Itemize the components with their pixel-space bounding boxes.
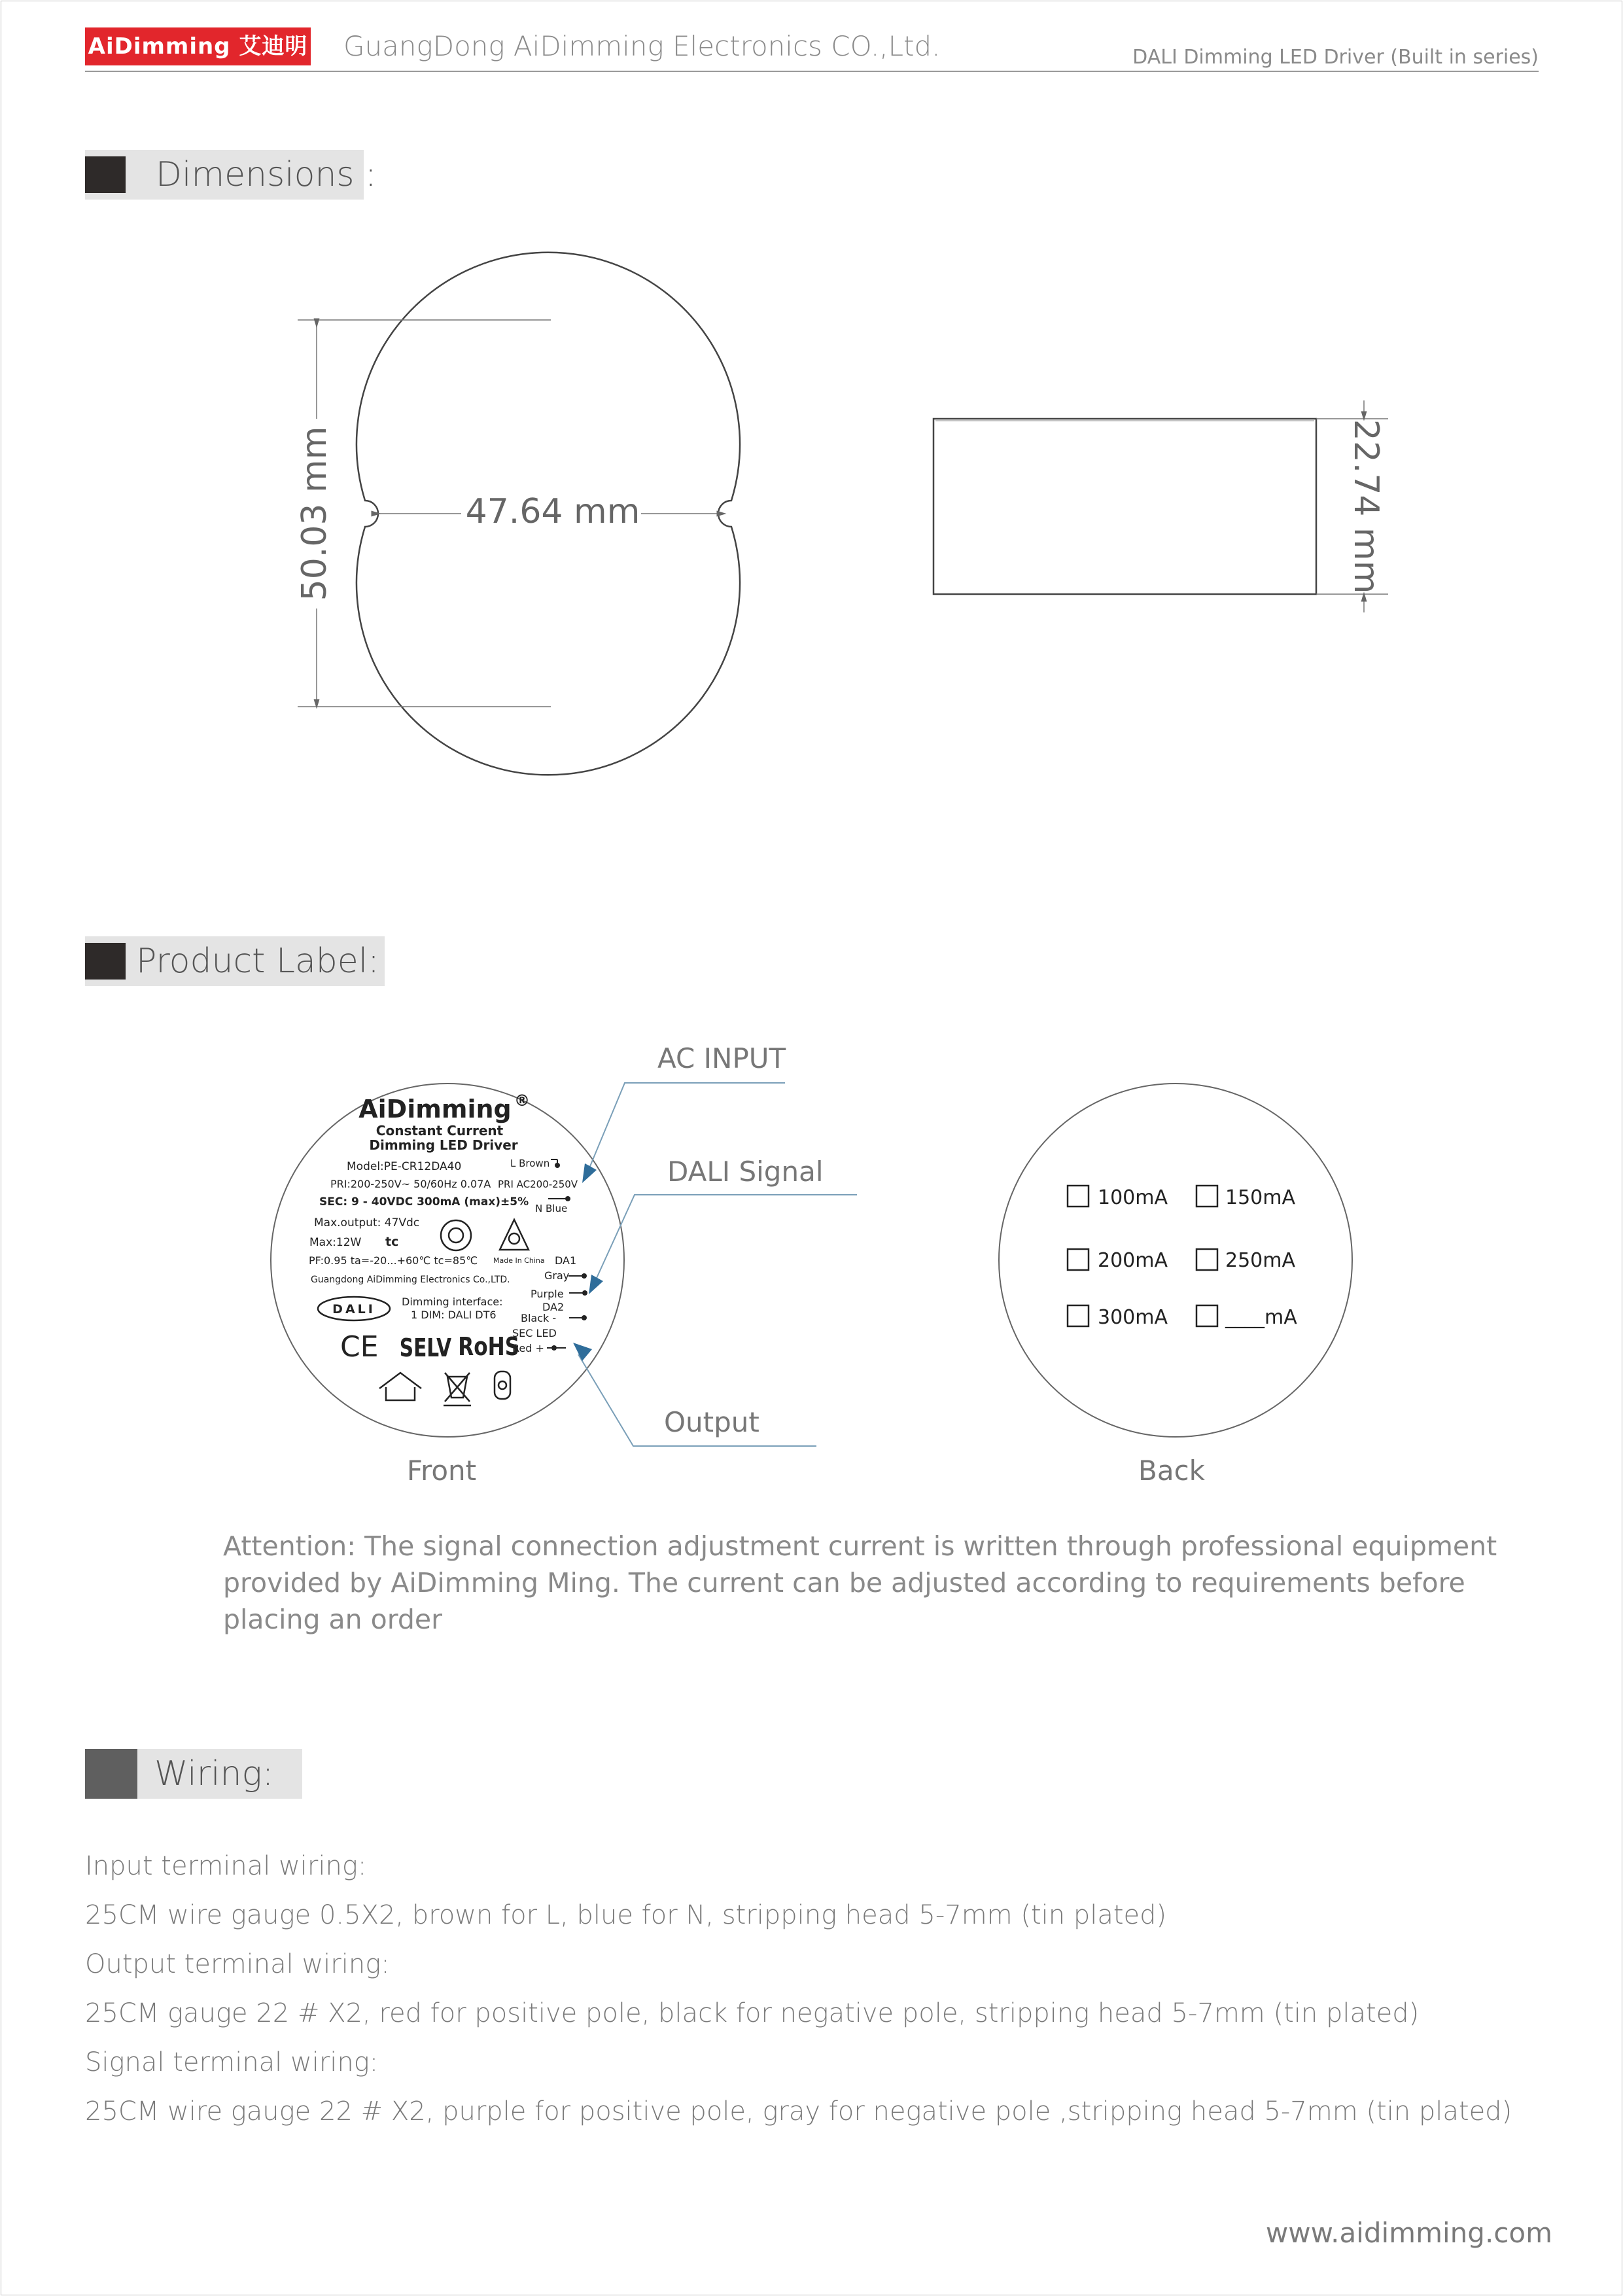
label-ce-mark: CE [340, 1330, 379, 1364]
label-pri-range: PRI AC200-250V [498, 1178, 578, 1190]
label-company: Guangdong AiDimming Electronics Co.,LTD. [311, 1275, 510, 1285]
input-wiring-desc: 25CM wire gauge 0.5X2, brown for L, blue for N, stripping head 5-7mm (tin plated) [85, 1900, 1167, 1930]
label-model: Model:PE-CR12DA40 [347, 1160, 462, 1173]
label-max-watt: Max:12W [309, 1236, 362, 1249]
side-view-drawing [934, 400, 1388, 612]
back-option-300ma: 300mA [1098, 1306, 1168, 1329]
callout-output: Output [664, 1406, 759, 1438]
house-indoor-icon [379, 1373, 421, 1400]
label-brand: AiDimming [358, 1095, 512, 1123]
label-pri: PRI:200-250V~ 50/60Hz 0.07A [330, 1178, 491, 1190]
website-link[interactable]: www.aidimming.com [1265, 2217, 1552, 2249]
triangle-warning-icon [500, 1220, 529, 1250]
document-title: DALI Dimming LED Driver (Built in series) [1132, 46, 1539, 69]
label-rohs-mark: RoHS [458, 1333, 520, 1362]
label-black: Black - [521, 1312, 557, 1324]
section-title: Dimensions : [156, 155, 377, 194]
label-line2: Dimming LED Driver [369, 1137, 518, 1153]
label-dimming-interface: Dimming interface: [402, 1296, 503, 1308]
fuse-icon [495, 1371, 510, 1399]
label-dali-logo-text: DALI [332, 1302, 375, 1316]
label-da1: DA1 [555, 1254, 577, 1267]
arrow-ac-input [582, 1163, 597, 1183]
weee-bin-icon [444, 1373, 471, 1405]
company-name: GuangDong AiDimming Electronics CO.,Ltd. [343, 30, 941, 62]
label-dim-line: 1 DIM: DALI DT6 [411, 1309, 497, 1321]
callout-lines [578, 1083, 857, 1446]
input-wiring-title: Input terminal wiring: [85, 1851, 367, 1881]
callout-ac-input: AC INPUT [657, 1042, 786, 1074]
label-registered-mark: ® [514, 1091, 530, 1110]
back-option-150ma: 150mA [1225, 1186, 1296, 1209]
section-title: Wiring: [154, 1754, 274, 1793]
label-gray: Gray [544, 1269, 570, 1282]
output-wiring-desc: 25CM gauge 22 # X2, red for positive pole, black for negative pole, stripping head 5-7mm (tin plated) [85, 1998, 1420, 2028]
label-sec-led: SEC LED [512, 1327, 557, 1339]
label-purple: Purple [531, 1288, 564, 1300]
back-option-200ma: 200mA [1098, 1249, 1168, 1272]
double-insulation-icon [441, 1220, 471, 1250]
back-caption: Back [1138, 1455, 1205, 1487]
label-selv-mark: SELV [399, 1333, 452, 1364]
section-title: Product Label: [136, 942, 379, 981]
attention-note: Attention: The signal connection adjustment current is written through professional equipment provided by AiDimming Ming. The current can be adjusted according to requirements before placing an order [223, 1530, 1497, 1635]
output-wiring-title: Output terminal wiring: [85, 1949, 390, 1979]
label-red: Red + [512, 1342, 544, 1354]
brand-logo: AiDimming 艾迪明 [85, 27, 311, 65]
width-dimension-label: 47.64 mm [465, 492, 640, 531]
back-option-100ma: 100mA [1098, 1186, 1168, 1209]
back-label-circle [999, 1084, 1352, 1437]
callout-dali-signal: DALI Signal [667, 1156, 824, 1188]
label-sec: SEC: 9 - 40VDC 300mA (max)±5% [319, 1195, 529, 1209]
arrow-output [573, 1343, 592, 1361]
label-line1: Constant Current [375, 1123, 504, 1139]
callout-arrowheads [573, 1163, 603, 1361]
label-tc-mark: tc [385, 1235, 399, 1249]
signal-wiring-title: Signal terminal wiring: [85, 2047, 379, 2077]
front-caption: Front [406, 1455, 477, 1487]
back-option-custom-ma: ____mA [1225, 1306, 1297, 1329]
depth-dimension-label: 22.74 mm [1346, 419, 1386, 594]
wiring-details [85, 1842, 1512, 2136]
label-pf: PF:0.95 ta=-20...+60℃ tc=85℃ [309, 1254, 478, 1267]
label-da2: DA2 [542, 1301, 565, 1313]
arrow-dali-signal [589, 1275, 603, 1294]
back-option-250ma: 250mA [1225, 1249, 1296, 1272]
label-l-brown: L Brown [510, 1157, 550, 1169]
label-n-blue: N Blue [535, 1203, 568, 1214]
label-made-in: Made In China [493, 1256, 545, 1265]
height-dimension-label: 50.03 mm [295, 426, 334, 601]
label-max-output: Max.output: 47Vdc [314, 1216, 420, 1229]
signal-wiring-desc: 25CM wire gauge 22 # X2, purple for positive pole, gray for negative pole ,stripping head 5-7mm (tin plated) [85, 2096, 1512, 2127]
